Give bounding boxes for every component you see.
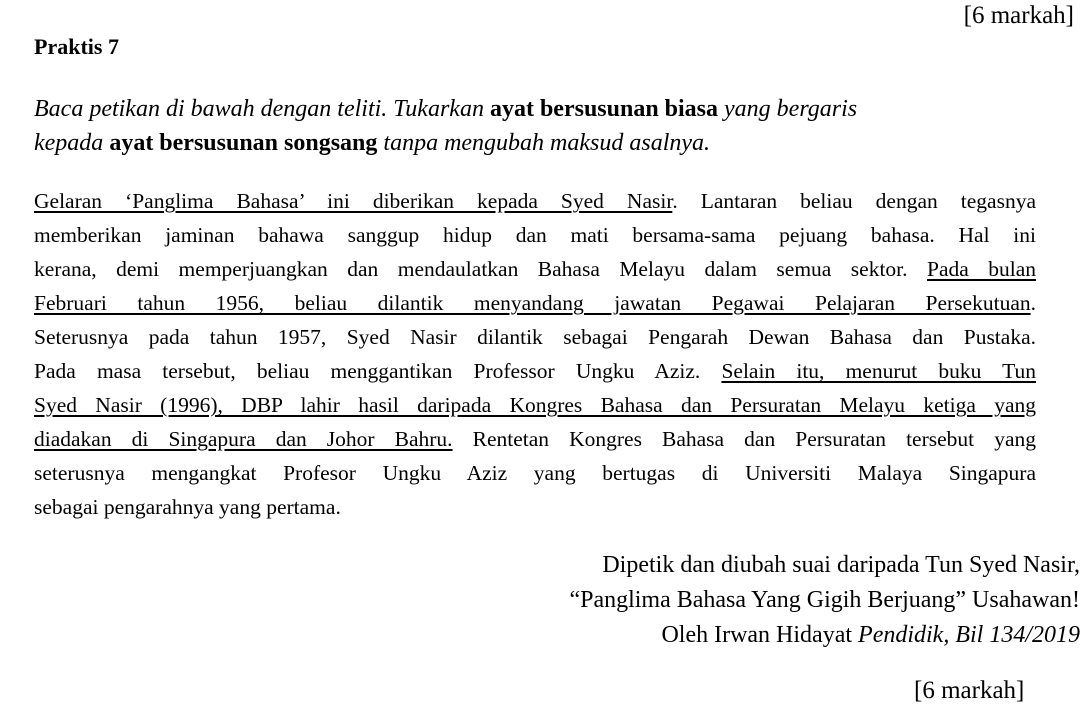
page-title: Praktis 7 — [34, 34, 119, 59]
passage-line: seterusnya mengangkat Profesor Ungku Aziz yang bertugas di Universiti Malaya Singapura — [34, 461, 1036, 485]
marks-label-top: [6 markah] — [963, 2, 1074, 29]
underlined-sentence: Syed Nasir (1996), DBP lahir hasil daripada Kongres Bahasa dan Persuratan Melayu ketiga yang — [34, 393, 1036, 417]
passage-line — [34, 286, 1036, 320]
instruction-text: kepada — [34, 130, 110, 156]
source-line-1: Dipetik dan diubah suai daripada Tun Syed Nasir, — [602, 552, 1080, 578]
underlined-sentence: Februari tahun 1956, beliau dilantik menyandang jawatan Pegawai Pelajaran Persekutuan — [34, 291, 1031, 315]
instruction-line-2 — [34, 126, 1034, 160]
source-line-3 — [380, 618, 1080, 653]
source-author: Oleh Irwan Hidayat — [661, 622, 859, 648]
underlined-sentence: Selain itu, menurut buku Tun — [721, 359, 1037, 383]
passage-text: Pada masa tersebut, beliau menggantikan Professor Ungku Aziz. — [34, 359, 722, 383]
passage-line — [34, 422, 1036, 456]
passage-line: Seterusnya pada tahun 1957, Syed Nasir dilantik sebagai Pengarah Dewan Bahasa dan Pustaka. — [34, 325, 1036, 349]
underlined-sentence: diadakan di Singapura dan Johor Bahru. — [34, 427, 453, 451]
passage-line — [34, 354, 1036, 388]
underlined-sentence: Pada bulan — [926, 257, 1036, 281]
instruction-text: Baca petikan di bawah dengan teliti. Tukarkan — [34, 96, 490, 122]
passage-text: kerana, demi memperjuangkan dan mendaulatkan Bahasa Melayu dalam semua sektor. — [34, 257, 927, 281]
passage-line — [34, 252, 1036, 286]
passage-line: sebagai pengarahnya yang pertama. — [34, 495, 341, 519]
passage-text: . — [1030, 291, 1036, 315]
passage-text: . Lantaran beliau dengan tegasnya — [672, 189, 1036, 213]
marks-label-bottom: [6 markah] — [914, 677, 1025, 704]
instruction-bold-term: ayat bersusunan biasa — [489, 96, 719, 122]
instruction-text: tanpa mengubah maksud asalnya. — [377, 130, 711, 156]
instruction-line-1 — [34, 92, 1034, 126]
underlined-sentence: Gelaran ‘Panglima Bahasa’ ini diberikan kepada Syed Nasir — [34, 189, 673, 213]
passage-line — [34, 184, 1036, 218]
passage-text: Rentetan Kongres Bahasa dan Persuratan tersebut yang — [452, 427, 1036, 451]
instruction-text: yang bergaris — [718, 96, 858, 122]
instruction — [34, 92, 1034, 160]
source-publication: Pendidik, Bil 134/2019 — [858, 622, 1080, 648]
passage-line: memberikan jaminan bahawa sanggup hidup dan mati bersama-sama pejuang bahasa. Hal ini — [34, 223, 1036, 247]
instruction-bold-term: ayat bersusunan songsang — [109, 130, 378, 156]
passage — [34, 184, 1036, 524]
source-citation — [380, 548, 1080, 653]
source-line-2: “Panglima Bahasa Yang Gigih Berjuang” Usahawan! — [569, 587, 1080, 613]
passage-line — [34, 388, 1036, 422]
